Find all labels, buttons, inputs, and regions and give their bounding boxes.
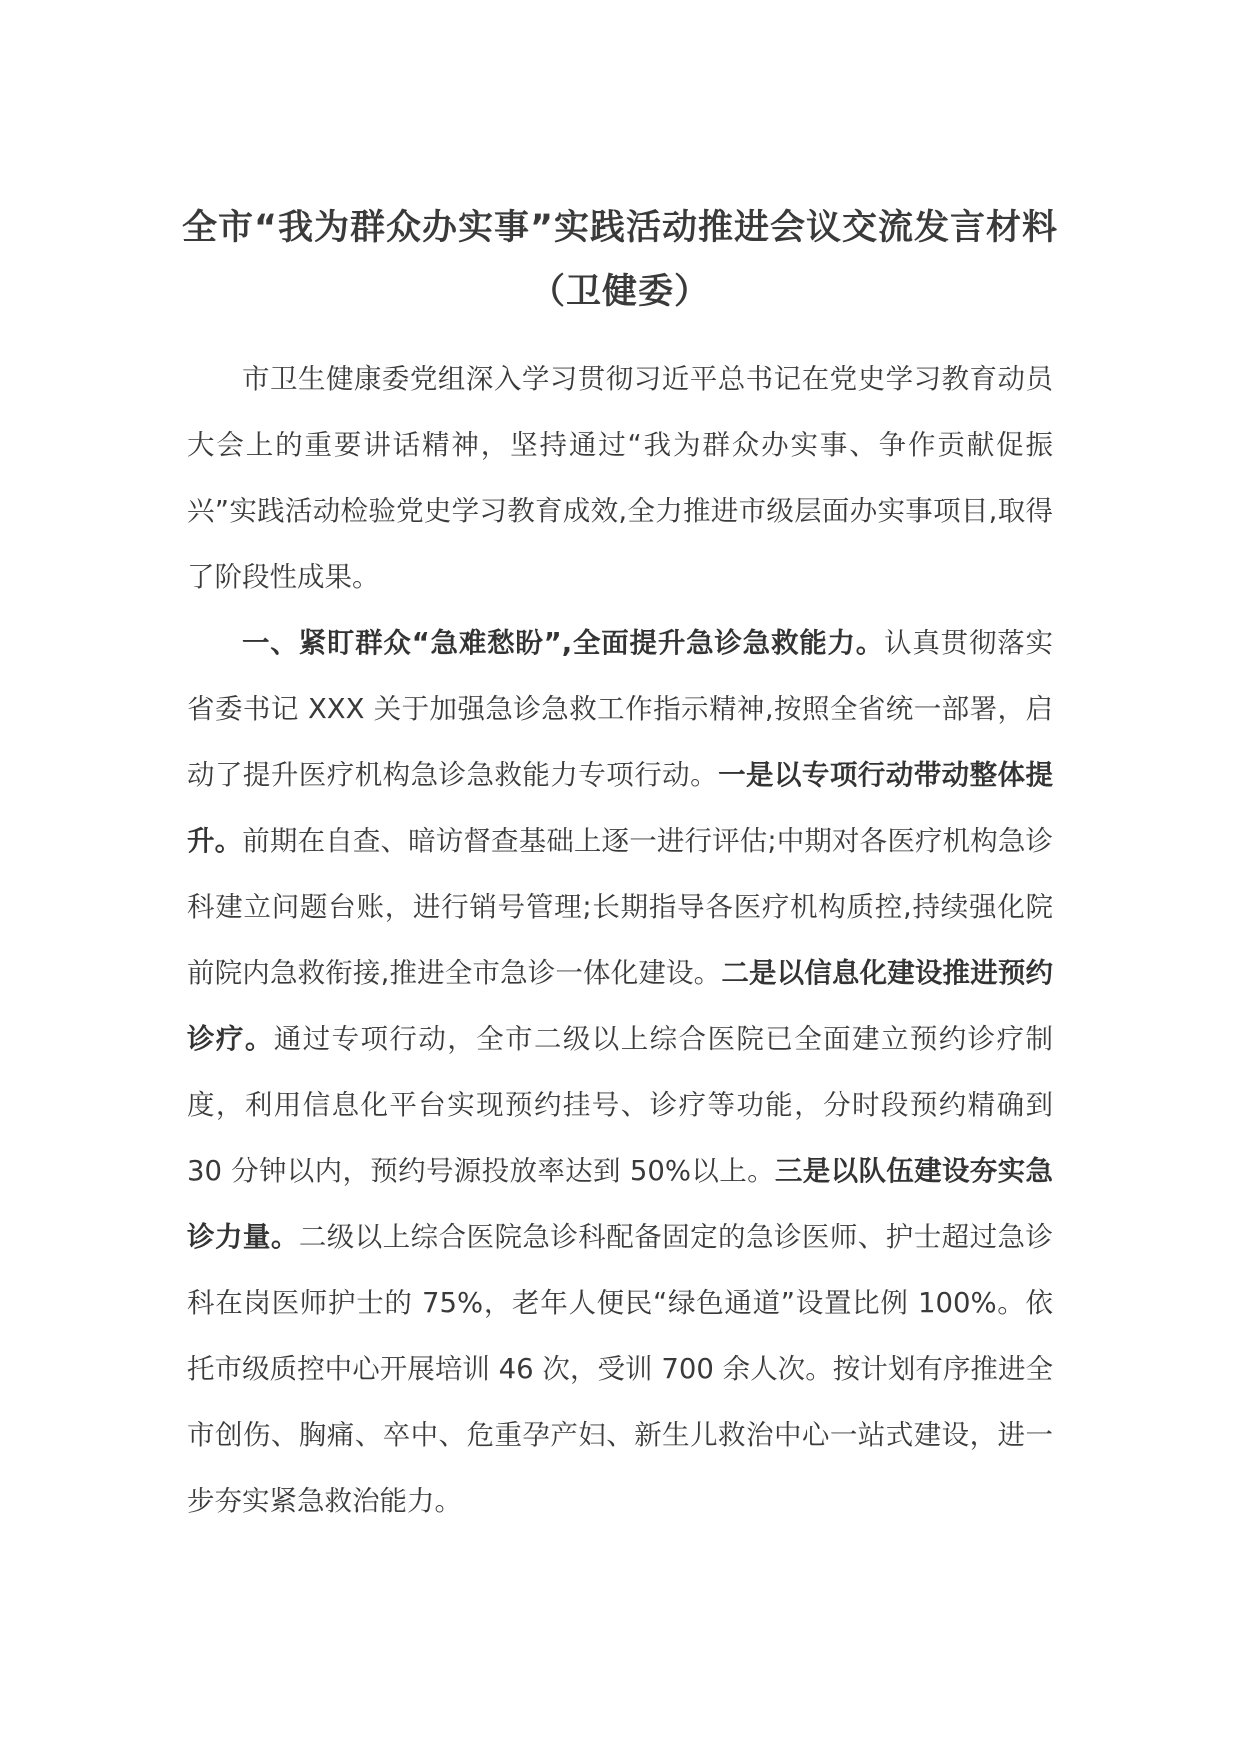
document-subtitle: （卫健委）: [529, 272, 710, 312]
document-title: 全市“我为群众办实事”实践活动推进会议交流发言材料: [181, 208, 1058, 248]
point2-heading: 二是以信息化建设推进预约诊疗。: [187, 957, 1053, 1055]
document-body: [187, 346, 1053, 1534]
point2-text: 通过专项行动，全市二级以上综合医院已全面建立预约诊疗制度，利用信息化平台实现预约挂号、诊疗等功能，分时段预约精确到 30 分钟以内，预约号源投放率达到 50%以上。: [187, 1023, 1054, 1187]
point1-text: 前期在自查、暗访督查基础上逐一进行评估;中期对各医疗机构急诊科建立问题台账，进行销号管理;长期指导各医疗机构质控,持续强化院前院内急救衔接,推进全市急诊一体化建设。: [187, 825, 1054, 989]
point3-heading: 三是以队伍建设夯实急诊力量。: [187, 1155, 1053, 1253]
point1-heading: 一是以专项行动带动整体提升。: [187, 759, 1054, 857]
section1-text: 认真贯彻落实省委书记 XXX 关于加强急诊急救工作指示精神,按照全省统一部署，启动了提升医疗机构急诊急救能力专项行动。: [187, 627, 1054, 791]
intro-paragraph: 市卫生健康委党组深入学习贯彻习近平总书记在党史学习教育动员大会上的重要讲话精神，坚持通过“我为群众办实事、争作贡献促振兴”实践活动检验党史学习教育成效,全力推进市级层面办实事项目,取得了阶段性成果。: [187, 363, 1053, 593]
section1-heading: 一、紧盯群众“急难愁盼”,全面提升急诊急救能力。: [242, 627, 885, 659]
section1-paragraph: [187, 610, 1053, 1534]
point3-text: 二级以上综合医院急诊科配备固定的急诊医师、护士超过急诊科在岗医师护士的 75%，老年人便民“绿色通道”设置比例 100%。依托市级质控中心开展培训 46 次，受训 700 余人次。按计划有序推进全市创伤、胸痛、卒中、危重孕产妇、新生儿救治中心一站式建设，进一步夯实紧急救治能力。: [187, 1221, 1054, 1517]
